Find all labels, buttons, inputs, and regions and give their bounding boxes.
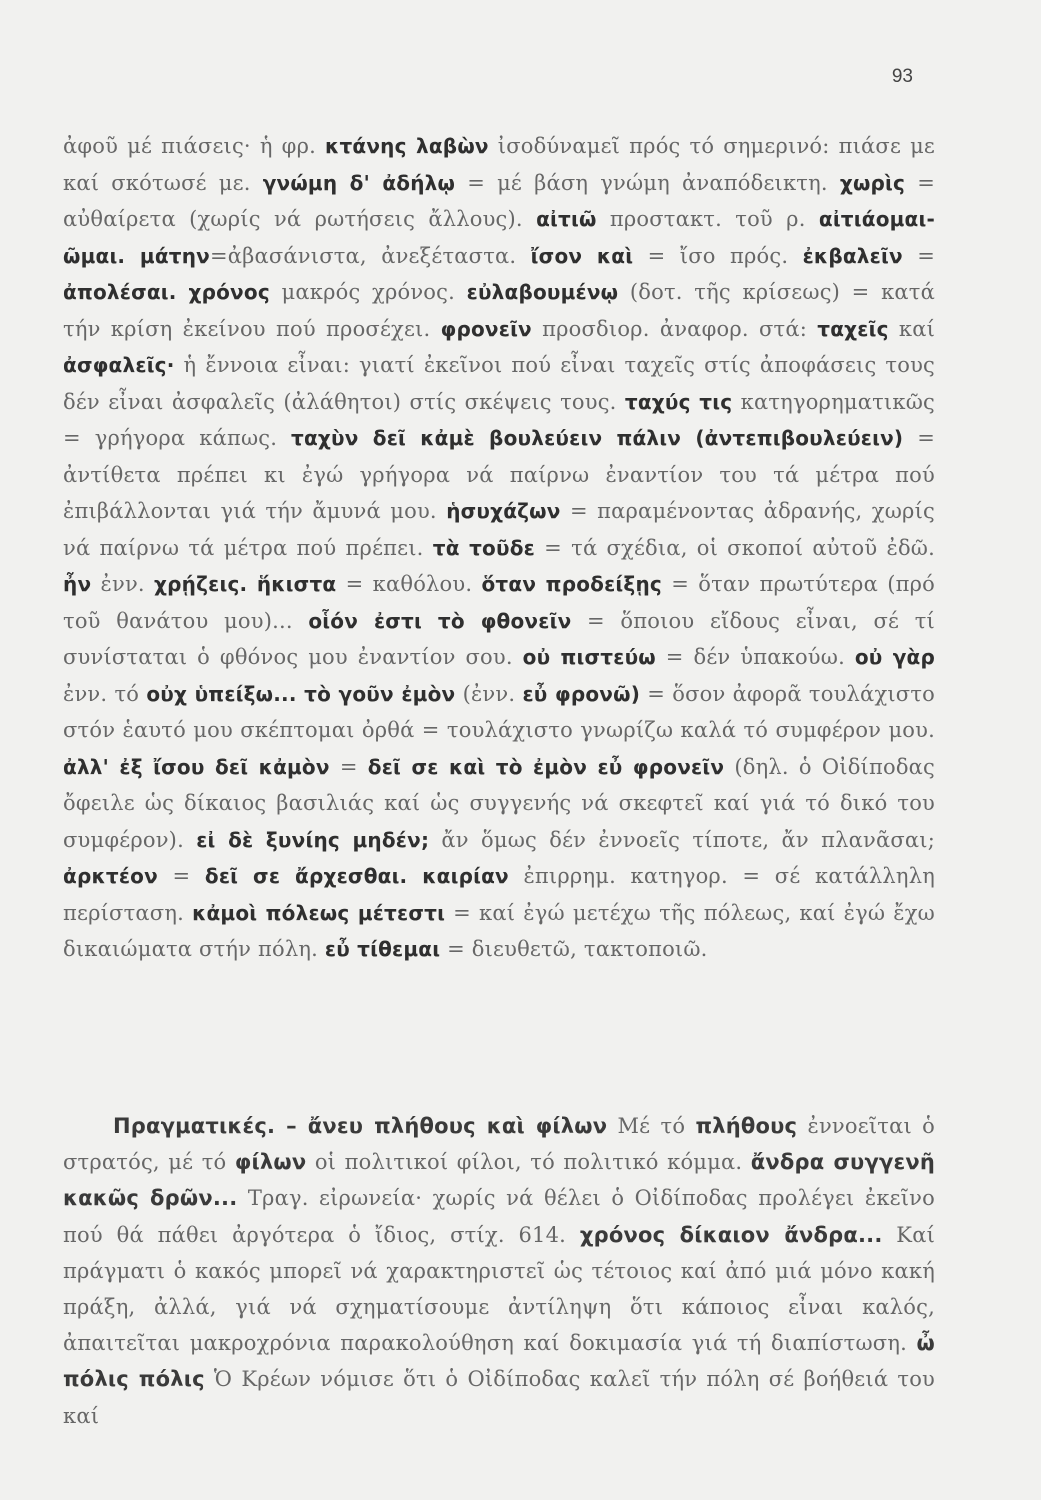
headword: οὐ πιστεύω xyxy=(522,645,656,669)
headword: φρονεῖν xyxy=(440,316,532,341)
headword: ὦ πόλις πόλις xyxy=(63,1331,935,1392)
headword: χρῄζεις. ἥκιστα xyxy=(154,572,337,596)
headword: χρόνος δίκαιον ἄνδρα... xyxy=(579,1222,883,1247)
gloss-text: = καθόλου. xyxy=(336,572,482,596)
gloss-text: ἡ ἔννοια εἶναι: γιατί ἐκεῖνοι πού εἶναι ταχεῖς στίς ἀποφάσεις τους δέν εἶναι ἀσφαλεῖς (ἀλάθητοι) στίς σκέψεις τους. xyxy=(63,353,935,414)
gloss-text: (ἐνν. xyxy=(455,681,523,706)
headword: φίλων xyxy=(234,1150,307,1175)
gloss-text: ἐπιρρημ. κατηγορ. = σέ κατάλληλη περίσταση. xyxy=(63,864,936,925)
page-number: 93 xyxy=(891,66,913,87)
headword: ἐκβαλεῖν xyxy=(802,243,903,268)
headword: οἷόν ἐστι τὸ φθονεῖν xyxy=(308,608,572,633)
gloss-text: = παραμένοντας ἀδρανής, χωρίς νά παίρνω τά μέτρα πού πρέπει. xyxy=(63,499,935,560)
gloss-text: = αὐθαίρετα (χωρίς νά ρωτήσεις ἄλλους). xyxy=(63,170,936,231)
gloss-text: = ὅποιου εἴδους εἶναι, σέ τί συνίσταται ὁ φθόνος μου ἐναντίον σου. xyxy=(63,608,935,669)
pragmatic-paragraph xyxy=(63,1108,935,1434)
gloss-text: μακρός χρόνος. xyxy=(269,280,467,304)
headword: αἰτιάομαι-ῶμαι. μάτην xyxy=(63,207,935,268)
gloss-text: = δέν ὑπακούω. xyxy=(655,645,855,669)
headword: ὅταν προδείξῃς xyxy=(481,572,662,596)
gloss-text: = μέ βάση γνώμη ἀναπόδεικτη. xyxy=(455,170,840,195)
headword: ἦν xyxy=(63,572,92,596)
headword: ταχὺν δεῖ κἀμὲ βουλεύειν πάλιν (ἀντεπιβουλεύειν) xyxy=(291,426,904,450)
gloss-text: = xyxy=(902,243,935,268)
gloss-text: = τά σχέδια, οἱ σκοποί αὐτοῦ ἐδῶ. xyxy=(534,535,935,560)
gloss-text: ἰσοδύναμεῖ πρός τό σημερινό: πιάσε με καί σκότωσέ με. xyxy=(63,134,935,195)
headword: εὖ φρονῶ) xyxy=(522,681,641,706)
headword: εὐλαβουμένῳ xyxy=(466,280,619,304)
headword: ἀλλ' ἐξ ἴσου δεῖ κἀμὸν xyxy=(63,754,330,779)
gloss-text: Καί πράγματι ὁ κακός μπορεῖ νά χαρακτηριστεῖ ὡς τέτοιος καί ἀπό μιά μόνο κακή πράξη, ἀλλά, γιά νά σχηματίσουμε ἀντίληψη ὅτι κάποιος εἶναι καλός, ἀπαιτεῖται μακροχρόνια παρακολούθηση καί δοκιμασία γιά τή διαπίστωση. xyxy=(63,1222,936,1356)
headword: δεῖ σε καὶ τὸ ἐμὸν εὖ φρονεῖν xyxy=(367,754,725,779)
headword: γνώμη δ' ἀδήλῳ xyxy=(262,170,456,195)
gloss-text: = ὅσον ἀφορᾶ τουλάχιστο στόν ἑαυτό μου σκέπτομαι ὀρθά = τουλάχιστο γνωρίζω καλά τό συμφέρον μου. xyxy=(63,681,935,742)
headword: ἀρκτέον xyxy=(63,864,158,888)
headword: τὰ τοῦδε xyxy=(432,535,535,560)
headword: ταχύς τις xyxy=(624,389,733,414)
gloss-text: =ἀβασάνιστα, ἀνεξέταστα. xyxy=(209,243,531,268)
gloss-text: ἄν ὅμως δέν ἐννοεῖς τίποτε, ἄν πλανᾶσαι; xyxy=(429,827,935,852)
gloss-text: = ὅταν πρωτύτερα (πρό τοῦ θανάτου μου)... xyxy=(63,572,936,633)
gloss-text: (δοτ. τῆς κρίσεως) = κατά τήν κρίση ἐκείνου πού προσέχει. xyxy=(63,280,935,341)
headword: ἀπολέσαι. χρόνος xyxy=(63,280,270,304)
headword: κἀμοὶ πόλεως μέτεστι xyxy=(192,900,446,925)
headword: ταχεῖς xyxy=(817,316,889,341)
gloss-text: προσδιορ. ἀναφορ. στά: xyxy=(531,316,818,341)
headword: Πραγματικές. – ἄνευ πλήθους καὶ φίλων xyxy=(113,1114,608,1138)
gloss-text: Μέ τό xyxy=(607,1114,696,1138)
headword: εἰ δὲ ξυνίης μηδέν; xyxy=(196,827,430,852)
headword: δεῖ σε ἄρχεσθαι. καιρίαν xyxy=(204,864,509,888)
gloss-text: ἐνν. xyxy=(91,572,155,596)
headword: ἡσυχάζων xyxy=(446,499,561,523)
gloss-text: = ἴσο πρός. xyxy=(633,243,803,268)
gloss-text: οἱ πολιτικοί φίλοι, τό πολιτικό κόμμα. xyxy=(306,1150,751,1175)
headword: πλήθους xyxy=(695,1114,798,1138)
gloss-text: = διευθετῶ, τακτοποιῶ. xyxy=(440,937,708,961)
gloss-text: = καί ἐγώ μετέχω τῆς πόλεως, καί ἐγώ ἔχω δικαιώματα στήν πόλη. xyxy=(63,900,935,961)
gloss-text: ἐνν. τό xyxy=(63,681,147,706)
gloss-text: = ἀντίθετα πρέπει κι ἐγώ γρήγορα νά παίρνω ἐναντίον του τά μέτρα πού ἐπιβάλλονται γιά τήν ἄμυνά μου. xyxy=(63,426,935,523)
headword: αἰτιῶ xyxy=(536,207,597,231)
gloss-text: προστακτ. τοῦ ρ. xyxy=(596,207,819,231)
gloss-text: καί xyxy=(888,316,936,341)
headword: εὖ τίθεμαι xyxy=(324,937,441,961)
headword: οὐ γὰρ xyxy=(854,645,935,669)
gloss-text: = xyxy=(329,754,368,779)
glossary-paragraph xyxy=(63,128,935,968)
gloss-text: ἀφοῦ μέ πιάσεις· ἡ φρ. xyxy=(63,134,326,158)
gloss-text: Τραγ. εἰρωνεία· χωρίς νά θέλει ὁ Οἰδίποδας προλέγει ἐκεῖνο πού θά πάθει ἀργότερα ὁ ἴδιος, στίχ. 614. xyxy=(63,1186,935,1247)
gloss-text: = xyxy=(157,864,205,888)
headword: κτάνης λαβὼν xyxy=(325,134,489,158)
headword: ἴσον καὶ xyxy=(530,243,634,268)
headword: χωρὶς xyxy=(839,170,906,195)
gloss-text: κατηγορηματικῶς = γρήγορα κάπως. xyxy=(63,389,935,450)
headword: οὐχ ὑπείξω... τὸ γοῦν ἐμὸν xyxy=(146,681,456,706)
gloss-text: Ὁ Κρέων νόμισε ὅτι ὁ Οἰδίποδας καλεῖ τήν πόλη σέ βοήθειά του καί xyxy=(63,1367,935,1428)
headword: ἀσφαλεῖς· xyxy=(63,353,175,377)
headword: ἄνδρα συγγενῆ κακῶς δρῶν... xyxy=(63,1150,935,1211)
gloss-text: (δηλ. ὁ Οἰδίποδας ὄφειλε ὡς δίκαιος βασιλιάς καί ὡς συγγενής νά σκεφτεῖ καί γιά τό δικό του συμφέρον). xyxy=(63,754,936,852)
gloss-text: ἐννοεῖται ὁ στρατός, μέ τό xyxy=(63,1114,935,1175)
